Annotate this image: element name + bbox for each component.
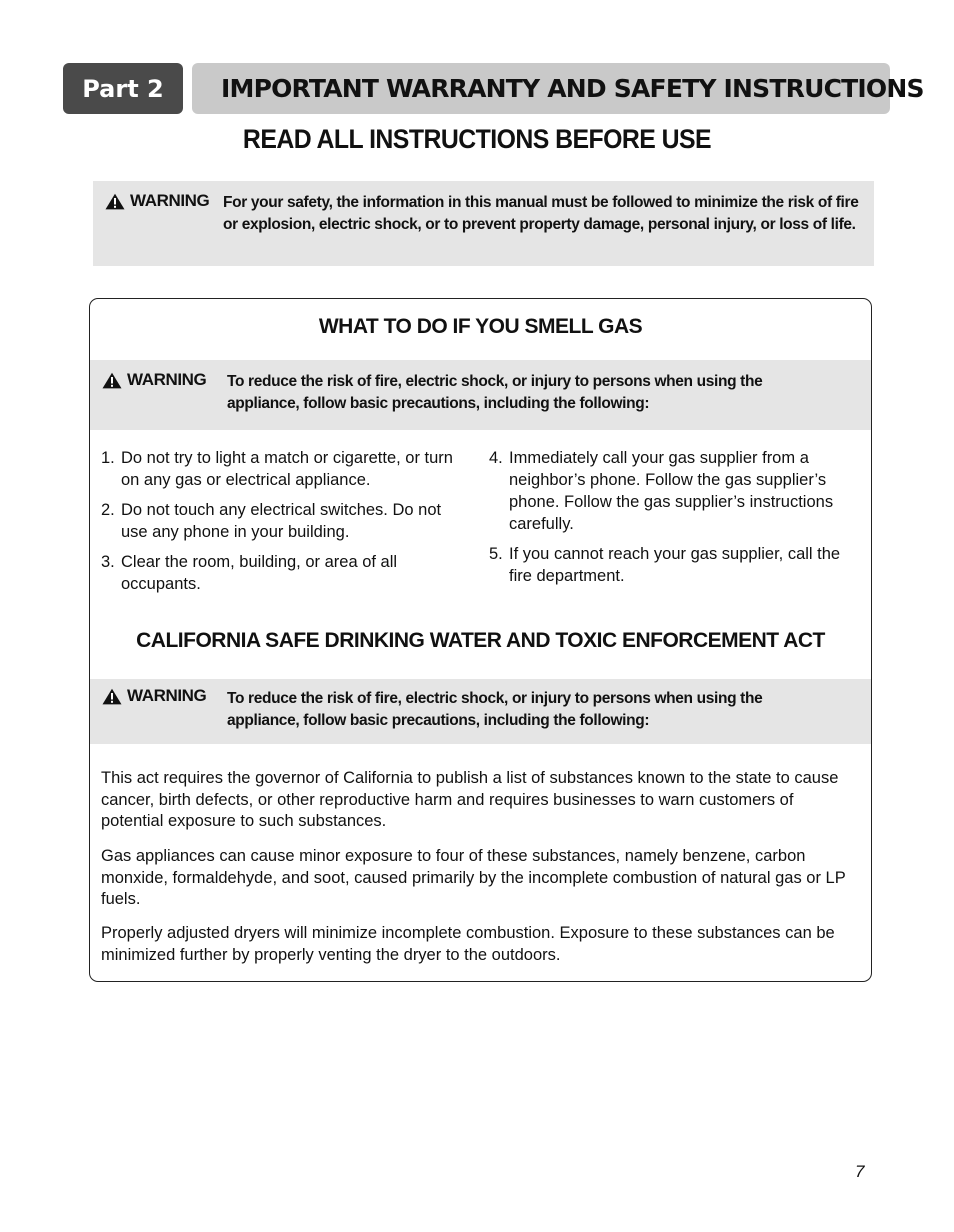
warning-label (105, 191, 209, 211)
gas-section-heading: WHAT TO DO IF YOU SMELL GAS (318, 315, 643, 338)
warning-text: To reduce the risk of fire, electric shock, or injury to persons when using the appliance, follow basic precautions, including the following: (227, 373, 763, 412)
gas-steps-left (101, 447, 456, 603)
safety-info-box (89, 298, 872, 982)
warning-text: For your safety, the information in this manual must be followed to minimize the risk of fire or explosion, electric shock, or to prevent property damage, personal injury, or loss of life. (223, 194, 859, 233)
warning-triangle-icon (105, 193, 125, 210)
warning-triangle-icon (102, 372, 122, 389)
ca-paragraph: This act requires the governor of California to publish a list of substances known to the state to cause cancer, birth defects, or other reproductive harm and requires businesses to warn customers of potential exposure to such substances. (101, 769, 839, 830)
warning-triangle-icon (102, 688, 122, 705)
ca-warning-band (90, 679, 871, 744)
warning-label-text: WARNING (127, 686, 207, 705)
warning-label-text: WARNING (130, 191, 210, 210)
ca-paragraph: Properly adjusted dryers will minimize incomplete combustion. Exposure to these substances can be minimized further by properly venting the dryer to the outdoors. (101, 924, 835, 964)
page-number: 7 (855, 1162, 865, 1181)
warning-label (102, 370, 206, 390)
list-item: 5. If you cannot reach your gas supplier, call the fire department. (489, 545, 841, 585)
list-item: 3. Clear the room, building, or area of all occupants. (101, 553, 398, 593)
ca-section-heading: CALIFORNIA SAFE DRINKING WATER AND TOXIC ENFORCEMENT ACT (136, 629, 825, 652)
list-item: 4. Immediately call your gas supplier from a neighbor’s phone. Follow the gas supplier’s phone. Follow the gas supplier’s instructions carefully. (489, 449, 834, 533)
gas-warning-band (90, 360, 871, 430)
ca-paragraph: Gas appliances can cause minor exposure to four of these substances, namely benzene, carbon monxide, formaldehyde, and soot, caused primarily by the incomplete combustion of natural gas or LP fuels. (101, 847, 846, 908)
list-item: 2. Do not touch any electrical switches. Do not use any phone in your building. (101, 501, 442, 541)
top-warning-box (93, 181, 874, 266)
read-all-heading: READ ALL INSTRUCTIONS BEFORE USE (242, 124, 712, 154)
part-tab (63, 63, 183, 114)
warning-text: To reduce the risk of fire, electric shock, or injury to persons when using the appliance, follow basic precautions, including the following: (227, 690, 763, 729)
part-label: Part 2 (82, 74, 164, 103)
list-item: 1. Do not try to light a match or cigarette, or turn on any gas or electrical appliance. (101, 449, 453, 489)
gas-steps-right (489, 447, 859, 595)
section-title: IMPORTANT WARRANTY AND SAFETY INSTRUCTIONS (221, 74, 924, 103)
warning-label (102, 686, 206, 706)
warning-label-text: WARNING (127, 370, 207, 389)
section-title-bar (192, 63, 924, 114)
